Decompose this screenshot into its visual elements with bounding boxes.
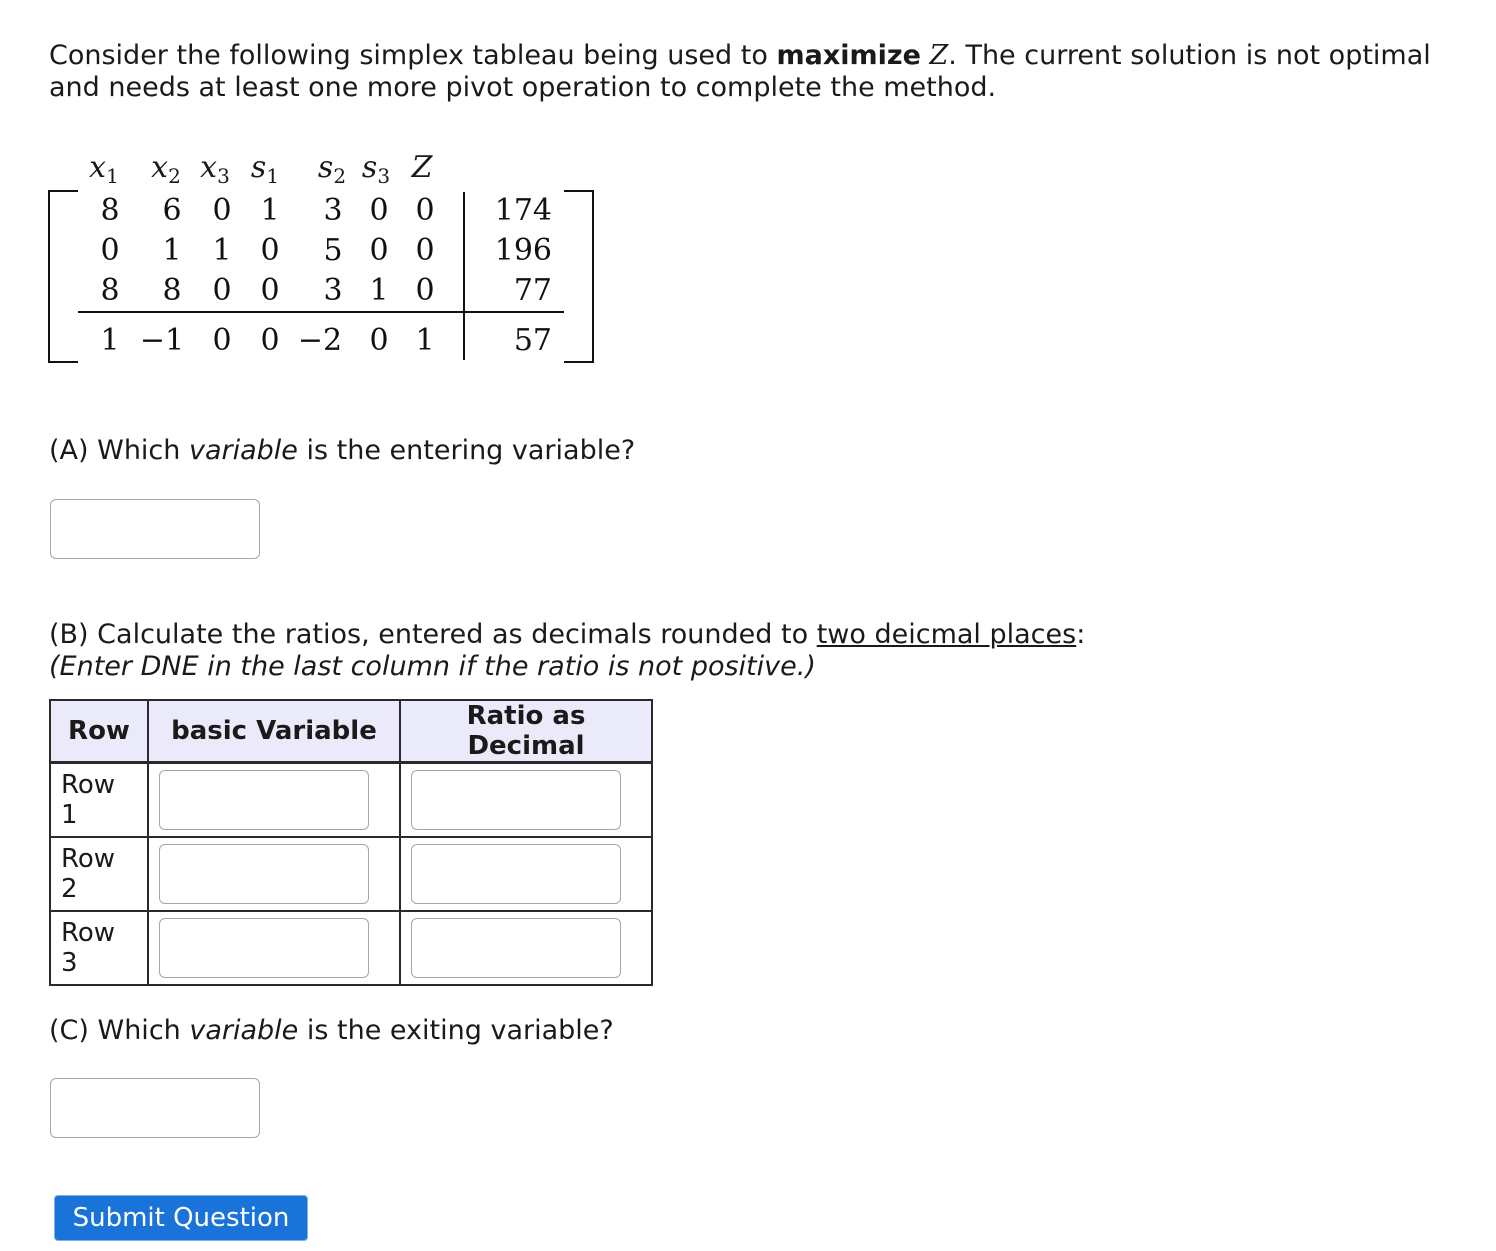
col-row: Row xyxy=(50,700,148,763)
rounding-note: two deicmal places xyxy=(816,619,1077,650)
tableau-cell: 8 xyxy=(100,193,120,228)
entering-variable-input[interactable] xyxy=(50,499,260,559)
left-bracket-top xyxy=(48,190,78,192)
header-x1: $x_1$ xyxy=(89,150,119,188)
tableau-cell: 8 xyxy=(162,273,182,308)
objective-divider xyxy=(78,311,564,313)
tableau-cell: 0 xyxy=(369,193,389,228)
header-s2: $s_2$ xyxy=(317,150,347,188)
tableau-cell: 0 xyxy=(212,273,232,308)
tableau-cell: 6 xyxy=(162,193,182,228)
tableau-cell: 0 xyxy=(212,323,232,358)
table-row xyxy=(50,837,652,911)
row3-ratio-input[interactable] xyxy=(411,918,621,978)
row1-basic-variable-input[interactable] xyxy=(159,770,369,830)
tableau-cell: 0 xyxy=(369,323,389,358)
row-label: Row 1 xyxy=(50,763,148,838)
tableau-cell: 0 xyxy=(415,193,435,228)
submit-question-button[interactable]: Submit Question xyxy=(54,1195,308,1241)
header-z: Z xyxy=(411,150,433,185)
tableau-cell: 0 xyxy=(212,193,232,228)
tableau-cell: 0 xyxy=(100,233,120,268)
exiting-variable-input[interactable] xyxy=(50,1078,260,1138)
ratio-table xyxy=(49,699,653,986)
tableau-cell: 1 xyxy=(415,323,435,358)
tableau-cell: 3 xyxy=(323,193,343,228)
maximize-keyword: maximize xyxy=(776,40,921,71)
ratio-table-header xyxy=(50,700,652,763)
header-x3: $x_3$ xyxy=(200,150,230,188)
question-c: (C) Which variable is the exiting variable? xyxy=(49,1015,614,1046)
tableau-cell: 1 xyxy=(162,233,182,268)
tableau-cell: 0 xyxy=(260,233,280,268)
col-ratio: Ratio as Decimal xyxy=(400,700,652,763)
tableau-cell: 5 xyxy=(323,233,343,268)
tableau-rhs: 77 xyxy=(513,273,552,308)
tableau-cell: 0 xyxy=(415,273,435,308)
objective-variable: Z xyxy=(929,40,949,71)
table-row xyxy=(50,911,652,985)
question-a: (A) Which variable is the entering variable? xyxy=(49,435,636,466)
tableau-cell: 0 xyxy=(369,233,389,268)
left-bracket xyxy=(48,190,50,363)
rhs-divider xyxy=(463,192,465,360)
tableau-cell: 3 xyxy=(323,273,343,308)
header-s3: $s_3$ xyxy=(361,150,391,188)
tableau-rhs: 196 xyxy=(494,233,552,268)
tableau-cell: 0 xyxy=(260,273,280,308)
tableau-cell: 1 xyxy=(212,233,232,268)
right-bracket xyxy=(592,190,594,363)
row-label: Row 3 xyxy=(50,911,148,985)
right-bracket-top xyxy=(564,190,594,192)
tableau-cell: 0 xyxy=(415,233,435,268)
tableau-cell: 1 xyxy=(260,193,280,228)
row1-ratio-input[interactable] xyxy=(411,770,621,830)
row-label: Row 2 xyxy=(50,837,148,911)
row2-basic-variable-input[interactable] xyxy=(159,844,369,904)
question-b: (B) Calculate the ratios, entered as decimals rounded to two deicmal places: (Enter DNE in the last column if the ratio is not positive.) xyxy=(49,619,1086,682)
problem-statement: Consider the following simplex tableau being used to maximize Z. The current solution is not optimal and needs at least one more pivot operation to complete the method. xyxy=(49,40,1431,103)
header-x2: $x_2$ xyxy=(151,150,181,188)
tableau-cell: 0 xyxy=(260,323,280,358)
table-row xyxy=(50,763,652,838)
tableau-cell: −1 xyxy=(139,323,185,358)
left-bracket-bottom xyxy=(48,361,78,363)
col-basic-variable: basic Variable xyxy=(148,700,400,763)
tableau-cell: 1 xyxy=(369,273,389,308)
tableau-rhs: 57 xyxy=(513,323,552,358)
tableau-rhs: 174 xyxy=(494,193,552,228)
row3-basic-variable-input[interactable] xyxy=(159,918,369,978)
right-bracket-bottom xyxy=(564,361,594,363)
tableau-cell: −2 xyxy=(297,323,343,358)
tableau-cell: 1 xyxy=(100,323,120,358)
tableau-cell: 8 xyxy=(100,273,120,308)
row2-ratio-input[interactable] xyxy=(411,844,621,904)
header-s1: $s_1$ xyxy=(250,150,280,188)
